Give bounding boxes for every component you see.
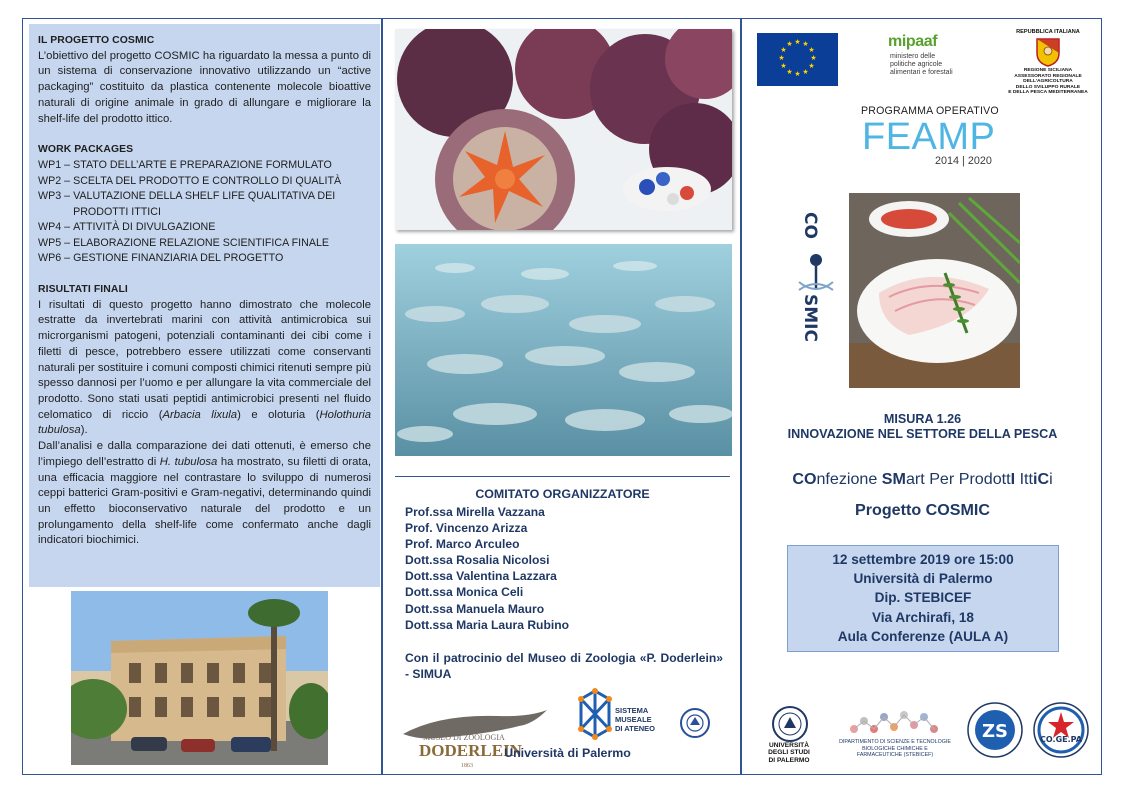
feamp-title: FEAMP (862, 116, 996, 158)
project-title: Progetto COSMIC (854, 501, 990, 519)
results-paragraph-2: Dall’analisi e dalla comparazione dei dati ottenuti, è emerso che l’impiego dell’estratto di H. tubulosa ha mostrato, su filetti di orata, una efficacia maggiore nel contrastare lo sviluppo di numerosi ceppi batterici Gram-positivi e Gram-negativi, determinando quindi un effetto bioconservativo naturale del prodotto e un prolungamento della shelf-life come confermato anche dagli indicatori biochimici. (38, 440, 371, 547)
university-label: Università di Palermo (504, 746, 631, 760)
svg-text:★: ★ (786, 40, 793, 48)
committee-member: Dott.ssa Manuela Mauro (405, 601, 545, 616)
svg-text:★: ★ (778, 54, 785, 62)
unipa-seal-icon (771, 705, 809, 743)
work-packages-heading: WORK PACKAGES (38, 144, 134, 156)
cosmic-logo-bottom: SMIC (800, 294, 820, 342)
results-heading: RISULTATI FINALI (38, 284, 128, 296)
committee-member: Dott.ssa Valentina Lazzara (405, 569, 557, 584)
zs-logo (967, 702, 1023, 758)
museum-building-photo (71, 591, 328, 765)
regione-top-text: REPUBBLICA ITALIANA (1016, 29, 1080, 35)
doderlein-logo-line2: DODERLEIN (419, 741, 522, 760)
unipa-logo-label: UNIVERSITÀ DEGLI STUDI DI PALERMO (768, 742, 810, 764)
work-package-item: WP3 – VALUTAZIONE DELLA SHELF LIFE QUALITATIVA DEI PRODOTTI ITTICI (38, 190, 336, 218)
feamp-kicker: PROGRAMMA OPERATIVO (861, 105, 999, 117)
misura-line2: INNOVAZIONE NEL SETTORE DELLA PESCA (787, 427, 1058, 442)
mipaaf-subtitle: ministero delle politiche agricole alimentari e forestali (890, 53, 953, 77)
project-info-box (29, 24, 380, 587)
work-package-item: WP6 – GESTIONE FINANZIARIA DEL PROGETTO (38, 252, 284, 265)
work-package-item: WP1 – STATO DELL’ARTE E PREPARAZIONE FORMULATO (38, 158, 332, 171)
project-description: L’obiettivo del progetto COSMIC ha riguardato la messa a punto di un sistema di conservazione innovativo utilizzando un “active packaging” costituito da plastica contenente molecole bioattive naturali di origine animale in grado di allungare e migliorare la shelf-life del prodotto ittico. (38, 49, 371, 125)
svg-text:★: ★ (780, 46, 787, 54)
sma-logo-label: SISTEMA MUSEALE DI ATENEO (615, 706, 656, 733)
work-package-item: WP2 – SCELTA DEL PRODOTTO E CONTROLLO DI QUALITÀ (38, 174, 342, 187)
svg-text:★: ★ (780, 62, 787, 70)
event-room: Aula Conferenze (AULA A) (837, 628, 1009, 644)
committee-member: Prof. Marco Arculeo (405, 537, 520, 552)
work-packages-list (38, 158, 371, 267)
left-panel (22, 18, 382, 775)
svg-text:★: ★ (794, 70, 801, 78)
project-heading: IL PROGETTO COSMIC (38, 35, 155, 46)
committee-title: COMITATO ORGANIZZATORE (475, 487, 650, 501)
event-details-box (787, 545, 1059, 652)
feamp-years: 2014 | 2020 (935, 155, 992, 167)
work-package-item: WP5 – ELABORAZIONE RELAZIONE SCIENTIFICA FINALE (38, 236, 330, 249)
svg-text:★: ★ (808, 62, 815, 70)
doderlein-logo-year: 1863 (461, 763, 473, 769)
work-package-item: WP4 – ATTIVITÀ DI DIVULGAZIONE (38, 221, 216, 234)
doderlein-logo-line1: MUSEO DI ZOOLOGIA (423, 733, 505, 742)
right-panel (741, 18, 1102, 775)
university-seal-icon (679, 707, 711, 739)
committee-list (405, 504, 569, 633)
svg-text:★: ★ (786, 68, 793, 76)
project-acronym-expansion: COnfezione SMart Per ProdottI IttiCi (792, 470, 1053, 488)
event-department: Dip. STEBICEF (874, 590, 972, 606)
committee-member: Dott.ssa Monica Celi (405, 585, 524, 600)
regione-subtitle: REGIONE SICILIANA ASSESSORATO REGIONALE DELL’AGRICOLTURA DELLO SVILUPPO RURALE E DELLA PESCA MEDITERRANEA (1008, 68, 1088, 96)
cosmic-logo-top: CO (800, 212, 820, 239)
committee-member: Dott.ssa Rosalia Nicolosi (405, 553, 550, 568)
svg-text:★: ★ (794, 38, 801, 46)
committee-member: Prof.ssa Mirella Vazzana (405, 505, 545, 519)
middle-panel (382, 18, 741, 775)
regione-siciliana-logo (1000, 29, 1096, 96)
fish-school-photo (395, 244, 732, 456)
cogepa-logo-text: CO.GE.PA (1040, 735, 1082, 744)
svg-text:★: ★ (808, 46, 815, 54)
committee-member: Prof. Vincenzo Arizza (405, 521, 528, 536)
results-paragraph-1: I risultati di questo progetto hanno dimostrato che molecole estratte da invertebrati marini con attività antimicrobica sui microrganismi patogeni, potenziali contaminanti dei cibi come i filetti di pesce, potrebbero essere utilizzati come conservanti naturali per sostituire i comuni composti chimici ritenuti sempre più spesso dannosi per l’uomo e per allungare la vita commerciale del prodotto. Sono stati usati peptidi antimicrobici presenti nel fluido celomatico di riccio (Arbacia lixula) e oloturia (Holothuria tubulosa). (38, 298, 371, 437)
svg-text:★: ★ (802, 40, 809, 48)
mipaaf-title: mipaaf (888, 33, 938, 50)
trinacria-icon (1035, 37, 1061, 67)
project-full-name (742, 464, 1103, 526)
zs-logo-text: ZS (981, 721, 1009, 742)
museum-doderlein-logo (399, 704, 549, 770)
misura-heading (742, 412, 1103, 443)
svg-text:★: ★ (802, 68, 809, 76)
event-university: Università di Palermo (853, 571, 993, 587)
event-address: Via Archirafi, 18 (871, 609, 974, 625)
divider (395, 476, 730, 477)
mipaaf-logo (888, 33, 963, 78)
fish-fillet-photo (849, 193, 1020, 388)
cogepa-logo (1033, 702, 1089, 758)
eu-flag-icon (757, 33, 838, 86)
patronage-text: Con il patrocinio del Museo di Zoologia «P. Doderlein» - SIMUA (405, 651, 723, 682)
stebicef-logo-label: DIPARTIMENTO DI SCIENZE E TECNOLOGIE BIOLOGICHE CHIMICHE E FARMACEUTICHE (STEBICEF) (839, 739, 951, 758)
sea-urchin-photo (395, 29, 732, 230)
event-date: 12 settembre 2019 ore 15:00 (832, 552, 1014, 567)
committee-member: Dott.ssa Maria Laura Rubino (405, 617, 569, 632)
misura-line1: MISURA 1.26 (883, 412, 962, 426)
svg-text:★: ★ (810, 54, 817, 62)
cosmic-logo (789, 204, 841, 349)
